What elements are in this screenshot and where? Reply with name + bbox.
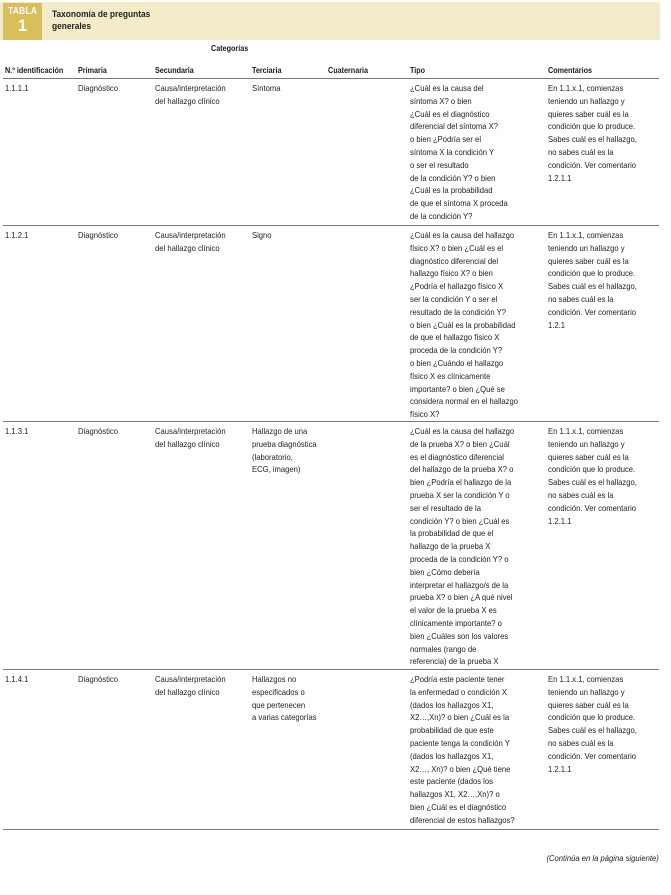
cell-line: o bien ¿Podría ser el: [410, 134, 482, 145]
column-header-terciaria: Terciaria: [252, 66, 282, 75]
column-header-secundaria: Secundaria: [155, 66, 194, 75]
cell-line: hallazgo de la prueba X: [410, 541, 491, 552]
cell-line: 1.2.1: [548, 319, 566, 330]
row-divider: [3, 421, 659, 422]
cell-primaria: [78, 229, 118, 242]
cell-line: físico X? o bien ¿Cuál es el: [410, 242, 504, 253]
cell-line: resultado de la condición Y?: [410, 306, 506, 317]
row-divider: [3, 669, 659, 670]
header-divider: [3, 78, 659, 79]
cell-line: proceda de la condición Y?: [410, 345, 503, 356]
cell-line: ¿Podría el hallazgo físico X: [410, 281, 504, 292]
cell-line: Sabes cuál es el hallazgo,: [548, 134, 637, 145]
table-title: [52, 9, 246, 33]
cell-line: Causa/interpretación: [155, 674, 226, 684]
cell-line: 1.2.1.1: [548, 515, 572, 526]
cell-line: síntoma X la condición Y: [410, 146, 495, 157]
cell-secundaria: [155, 82, 226, 108]
cell-line: proceda de la condición Y? o: [410, 553, 509, 564]
cell-line: probabilidad de que este: [410, 725, 494, 736]
cell-line: es el diagnóstico diferencial: [410, 451, 504, 462]
cell-line: físico X?: [410, 409, 440, 420]
cell-primaria: [78, 425, 118, 438]
cell-line: 1.2.1.1: [548, 763, 572, 774]
cell-line: paciente tenga la condición Y: [410, 737, 510, 748]
cell-line: quieres saber cuál es la: [548, 451, 629, 462]
cell-line: Sabes cuál es el hallazgo,: [548, 725, 637, 736]
cell-line: 1.2.1.1: [548, 172, 572, 183]
cell-line: Causa/interpretación: [155, 230, 226, 240]
column-header-id: N.º identificación: [5, 66, 64, 75]
cell-line: (dados los hallazgos X1,: [410, 750, 494, 761]
cell-terciaria: [252, 425, 317, 476]
cell-line: referencia) de la prueba X: [410, 656, 499, 667]
cell-line: condición. Ver comentario: [548, 306, 637, 317]
cell-line: el valor de la prueba X es: [410, 605, 497, 616]
cell-tipo: [410, 673, 515, 827]
cell-line: Signo: [252, 230, 272, 240]
table-title-line: Taxonomía de preguntas: [52, 9, 151, 20]
cell-line: clínicamente importante? o: [410, 617, 502, 628]
cell-line: o bien ¿Cuál es la probabilidad: [410, 319, 516, 330]
cell-secundaria: [155, 425, 226, 451]
cell-comentarios: [548, 229, 637, 331]
cell-line: X2…,Xn)? o bien ¿Cuál es la: [410, 712, 510, 723]
tabla-label: TABLA: [7, 6, 38, 17]
cell-line: ¿Cuál es la probabilidad: [410, 185, 493, 196]
cell-terciaria: [252, 229, 272, 242]
cell-text: 1.1.1.1: [5, 83, 29, 93]
cell-line: hallazgos X1, X2…,Xn)? o: [410, 789, 500, 800]
cell-line: teniendo un hallazgo y: [548, 438, 625, 449]
cell-line: del hallazgo clínico: [155, 95, 220, 106]
cell-line: bien ¿Cuál es el diagnóstico: [410, 801, 507, 812]
cell-line: quieres saber cuál es la: [548, 255, 629, 266]
cell-line: considera normal en el hallazgo: [410, 396, 519, 407]
cell-line: diferencial del síntoma X?: [410, 121, 499, 132]
cell-line: no sabes cuál es la: [548, 489, 614, 500]
cell-line: del hallazgo clínico: [155, 242, 220, 253]
cell-line: Hallazgo de una: [252, 426, 308, 436]
cell-line: no sabes cuál es la: [548, 146, 614, 157]
cell-line: bien ¿Cómo debería: [410, 566, 480, 577]
cell-line: no sabes cuál es la: [548, 737, 614, 748]
cell-line: ser el resultado de la: [410, 502, 482, 513]
cell-line: Sabes cuál es el hallazgo,: [548, 281, 637, 292]
cell-tipo: [410, 229, 518, 421]
cell-tipo: [410, 425, 514, 668]
cell-line: quieres saber cuál es la: [548, 699, 629, 710]
cell-line: ¿Cuál es el diagnóstico: [410, 108, 490, 119]
cell-line: de que el síntoma X proceda: [410, 198, 508, 209]
cell-text: Diagnóstico: [78, 83, 118, 93]
cell-id: [5, 425, 28, 438]
cell-text: Diagnóstico: [78, 426, 118, 436]
cell-comentarios: [548, 425, 637, 527]
cell-line: no sabes cuál es la: [548, 293, 614, 304]
cell-text: Diagnóstico: [78, 674, 118, 684]
cell-line: que pertenecen: [252, 699, 306, 710]
cell-line: condición. Ver comentario: [548, 502, 637, 513]
cell-id: [5, 673, 28, 686]
cell-line: Hallazgos no: [252, 674, 297, 684]
cell-line: especificados o: [252, 686, 305, 697]
cell-line: síntoma X? o bien: [410, 95, 472, 106]
cell-primaria: [78, 673, 118, 686]
cell-line: teniendo un hallazgo y: [548, 686, 625, 697]
cell-tipo: [410, 82, 508, 223]
cell-line: En 1.1.x.1, comienzas: [548, 230, 624, 240]
column-header-primaria: Primaria: [78, 66, 107, 75]
cell-line: de que el hallazgo físico X: [410, 332, 500, 343]
column-header-tipo: Tipo: [410, 66, 426, 75]
cell-line: ECG, imagen): [252, 464, 301, 475]
column-header-comentarios: Comentarios: [548, 66, 593, 75]
cell-line: condición que lo produce.: [548, 464, 636, 475]
cell-secundaria: [155, 673, 226, 699]
table-bottom-rule: [3, 829, 659, 830]
cell-line: diagnóstico diferencial del: [410, 255, 499, 266]
cell-line: normales (rango de: [410, 643, 477, 654]
cell-line: (laboratorio,: [252, 451, 293, 462]
cell-line: diferencial de estos hallazgos?: [410, 814, 515, 825]
cell-text: Diagnóstico: [78, 230, 118, 240]
cell-terciaria: [252, 82, 280, 95]
cell-line: del hallazgo de la prueba X? o: [410, 464, 514, 475]
cell-id: [5, 82, 28, 95]
cell-line: la enfermedad o condición X: [410, 686, 507, 697]
cell-line: prueba X ser la condición Y o: [410, 489, 510, 500]
cell-line: ser la condición Y o ser el: [410, 293, 498, 304]
cell-line: Síntoma: [252, 83, 281, 93]
cell-line: ¿Cuál es la causa del: [410, 83, 484, 93]
cell-terciaria: [252, 673, 317, 724]
cell-line: ¿Podría este paciente tener: [410, 674, 505, 684]
cell-line: de la condición Y?: [410, 210, 473, 221]
cell-primaria: [78, 82, 118, 95]
table-title-line: generales: [52, 21, 92, 32]
tabla-number: 1: [17, 16, 28, 35]
cell-line: X2…, Xn)? o bien ¿Qué tiene: [410, 763, 511, 774]
cell-line: de la condición Y? o bien: [410, 172, 496, 183]
cell-comentarios: [548, 82, 637, 184]
cell-id: [5, 229, 28, 242]
cell-line: quieres saber cuál es la: [548, 108, 629, 119]
cell-line: condición que lo produce.: [548, 121, 636, 132]
cell-line: condición. Ver comentario: [548, 750, 637, 761]
cell-line: físico X es clínicamente: [410, 370, 491, 381]
cell-line: interpretar el hallazgo/s de la: [410, 579, 509, 590]
cell-text: 1.1.3.1: [5, 426, 29, 436]
cell-line: de la prueba X? o bien ¿Cuál: [410, 438, 510, 449]
cell-line: En 1.1.x.1, comienzas: [548, 83, 624, 93]
cell-line: Causa/interpretación: [155, 426, 226, 436]
cell-line: En 1.1.x.1, comienzas: [548, 426, 624, 436]
cell-line: Causa/interpretación: [155, 83, 226, 93]
cell-line: condición que lo produce.: [548, 712, 636, 723]
column-header-cuaternaria: Cuaternaria: [328, 66, 369, 75]
cell-line: bien ¿Podría el hallazgo de la: [410, 477, 512, 488]
table-number-badge: [3, 3, 42, 40]
cell-line: este paciente (dados los: [410, 776, 493, 787]
cell-line: (dados los hallazgos X1,: [410, 699, 494, 710]
cell-line: teniendo un hallazgo y: [548, 242, 625, 253]
cell-comentarios: [548, 673, 637, 775]
cell-line: o bien ¿Cuándo el hallazgo: [410, 357, 504, 368]
cell-line: hallazgo físico X? o bien: [410, 268, 493, 279]
cell-line: condición. Ver comentario: [548, 159, 637, 170]
cell-line: a varias categorías: [252, 712, 317, 723]
cell-line: la probabilidad de que el: [410, 528, 494, 539]
cell-line: del hallazgo clínico: [155, 438, 220, 449]
cell-line: condición que lo produce.: [548, 268, 636, 279]
cell-line: prueba diagnóstica: [252, 438, 317, 449]
cell-text: 1.1.2.1: [5, 230, 29, 240]
cell-line: Sabes cuál es el hallazgo,: [548, 477, 637, 488]
cell-line: prueba X? o bien ¿A qué nivel: [410, 592, 513, 603]
cell-line: del hallazgo clínico: [155, 686, 220, 697]
categories-label: Categorías: [211, 44, 249, 53]
cell-line: importante? o bien ¿Qué se: [410, 383, 505, 394]
cell-line: En 1.1.x.1, comienzas: [548, 674, 624, 684]
cell-secundaria: [155, 229, 226, 255]
cell-line: condición Y? o bien ¿Cuál es: [410, 515, 510, 526]
row-divider: [3, 225, 659, 226]
cell-text: 1.1.4.1: [5, 674, 29, 684]
cell-line: o ser el resultado: [410, 159, 469, 170]
cell-line: bien ¿Cuáles son los valores: [410, 630, 509, 641]
continuation-note: (Continúa en la página siguiente): [546, 853, 659, 863]
cell-line: teniendo un hallazgo y: [548, 95, 625, 106]
cell-line: ¿Cuál es la causa del hallazgo: [410, 230, 515, 240]
cell-line: ¿Cuál es la causa del hallazgo: [410, 426, 515, 436]
